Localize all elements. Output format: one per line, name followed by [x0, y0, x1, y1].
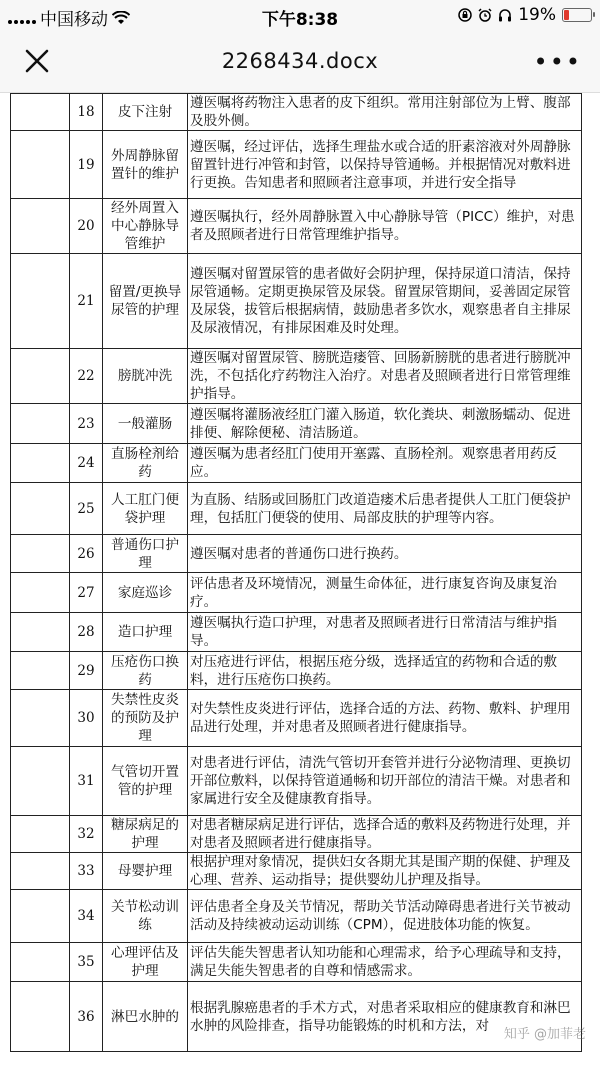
service-content: 遵医嘱为患者经肛门使用开塞露、直肠栓剂。观察患者用药反应。 — [188, 444, 582, 483]
table-row — [11, 816, 582, 853]
empty-cell — [11, 535, 70, 573]
battery-icon — [562, 8, 592, 22]
table-row — [11, 747, 582, 816]
row-number: 29 — [70, 652, 103, 690]
table-row — [11, 982, 582, 1052]
service-name: 直肠栓剂给药 — [103, 444, 188, 483]
empty-cell — [11, 890, 70, 943]
service-name: 压疮伤口换药 — [103, 652, 188, 690]
table-row — [11, 483, 582, 535]
service-name: 家庭巡诊 — [103, 573, 188, 613]
empty-cell — [11, 404, 70, 444]
service-content: 评估失能失智患者认知功能和心理需求，给予心理疏导和支持，满足失能失智患者的自尊和情感需求。 — [188, 943, 582, 982]
service-name: 人工肛门便袋护理 — [103, 483, 188, 535]
table-row — [11, 943, 582, 982]
table-row — [11, 349, 582, 404]
row-number: 28 — [70, 613, 103, 652]
service-name: 膀胱冲洗 — [103, 349, 188, 404]
service-name: 母婴护理 — [103, 853, 188, 890]
table-row — [11, 404, 582, 444]
table-row — [11, 690, 582, 747]
service-content: 遵医嘱对留置尿管、膀胱造瘘管、回肠新膀胱的患者进行膀胱冲洗，不包括化疗药物注入治疗。对患者及照顾者进行日常管理维护指导。 — [188, 349, 582, 404]
empty-cell — [11, 444, 70, 483]
service-name: 普通伤口护理 — [103, 535, 188, 573]
document-title: 2268434.docx — [221, 49, 379, 73]
status-right — [458, 5, 592, 25]
table-row — [11, 573, 582, 613]
service-content: 遵医嘱对患者的普通伤口进行换药。 — [188, 535, 582, 573]
service-content: 为直肠、结肠或回肠肛门改道造瘘术后患者提供人工肛门便袋护理，包括肛门便袋的使用、局部皮肤的护理等内容。 — [188, 483, 582, 535]
empty-cell — [11, 652, 70, 690]
carrier-label: 中国移动 — [40, 10, 108, 30]
row-number: 33 — [70, 853, 103, 890]
service-name: 一般灌肠 — [103, 404, 188, 444]
table-row — [11, 853, 582, 890]
service-name: 心理评估及护理 — [103, 943, 188, 982]
service-name: 淋巴水肿的 — [103, 982, 188, 1052]
empty-cell — [11, 613, 70, 652]
service-name: 失禁性皮炎的预防及护理 — [103, 690, 188, 747]
row-number: 22 — [70, 349, 103, 404]
empty-cell — [11, 94, 70, 131]
row-number: 30 — [70, 690, 103, 747]
table-row — [11, 131, 582, 199]
empty-cell — [11, 254, 70, 349]
row-number: 24 — [70, 444, 103, 483]
status-bar — [0, 0, 600, 30]
rotation-lock-icon — [458, 8, 472, 22]
empty-cell — [11, 483, 70, 535]
row-number: 34 — [70, 890, 103, 943]
row-number: 27 — [70, 573, 103, 613]
service-name: 糖尿病足的护理 — [103, 816, 188, 853]
empty-cell — [11, 982, 70, 1052]
table-row — [11, 652, 582, 690]
alarm-icon — [478, 8, 492, 22]
service-content: 根据护理对象情况，提供妇女各期尤其是围产期的保健、护理及心理、营养、运动指导；提供婴幼儿护理及指导。 — [188, 853, 582, 890]
empty-cell — [11, 199, 70, 254]
empty-cell — [11, 747, 70, 816]
row-number: 31 — [70, 747, 103, 816]
service-name: 外周静脉留置针的维护 — [103, 131, 188, 199]
empty-cell — [11, 816, 70, 853]
empty-cell — [11, 573, 70, 613]
service-content: 对患者进行评估，清洗气管切开套管并进行分泌物清理、更换切开部位敷料，以保持管道通畅和切开部位的清洁干燥。对患者和家属进行安全及健康教育指导。 — [188, 747, 582, 816]
empty-cell — [11, 853, 70, 890]
service-content: 遵医嘱将药物注入患者的皮下组织。常用注射部位为上臂、腹部及股外侧。 — [188, 94, 582, 131]
service-content: 对压疮进行评估，根据压疮分级，选择适宜的药物和合适的敷料，进行压疮伤口换药。 — [188, 652, 582, 690]
service-content: 评估患者全身及关节情况，帮助关节活动障碍患者进行关节被动活动及持续被动运动训练（CPM），促进肢体功能的恢复。 — [188, 890, 582, 943]
more-icon[interactable]: ••• — [533, 48, 582, 76]
document-viewer[interactable] — [0, 93, 600, 1066]
battery-level — [564, 10, 569, 20]
service-content: 评估患者及环境情况，测量生命体征，进行康复咨询及康复治疗。 — [188, 573, 582, 613]
table-row — [11, 613, 582, 652]
service-content: 遵医嘱对留置尿管的患者做好会阴护理，保持尿道口清洁，保持尿管通畅。定期更换尿管及尿袋。留置尿管期间，妥善固定尿管及尿袋，拔管后根据病情，鼓励患者多饮水，观察患者自主排尿及尿液情况，有排尿困难及时处理。 — [188, 254, 582, 349]
empty-cell — [11, 943, 70, 982]
row-number: 25 — [70, 483, 103, 535]
service-content: 对患者糖尿病足进行评估，选择合适的敷料及药物进行处理，并对患者及照顾者进行健康指导。 — [188, 816, 582, 853]
empty-cell — [11, 131, 70, 199]
service-content: 遵医嘱将灌肠液经肛门灌入肠道，软化粪块、刺激肠蠕动、促进排便、解除便秘、清洁肠道。 — [188, 404, 582, 444]
service-content: 根据乳腺癌患者的手术方式，对患者采取相应的健康教育和淋巴水肿的风险排查，指导功能锻炼的时机和方法，对 — [188, 982, 582, 1052]
status-time: 下午8:38 — [261, 10, 339, 30]
table-row — [11, 254, 582, 349]
empty-cell — [11, 690, 70, 747]
watermark: 知乎 @加菲老 — [503, 1027, 586, 1042]
row-number: 19 — [70, 131, 103, 199]
table-row — [11, 535, 582, 573]
service-content: 遵医嘱，经过评估，选择生理盐水或合适的肝素溶液对外周静脉留置针进行冲管和封管，以保持导管通畅。并根据情况对敷料进行更换。告知患者和照顾者注意事项，并进行安全指导 — [188, 131, 582, 199]
service-name: 气管切开置管的护理 — [103, 747, 188, 816]
service-name: 造口护理 — [103, 613, 188, 652]
service-name: 关节松动训练 — [103, 890, 188, 943]
empty-cell — [11, 349, 70, 404]
table-row — [11, 94, 582, 131]
table-row — [11, 890, 582, 943]
battery-percent: 19% — [518, 5, 556, 25]
row-number: 20 — [70, 199, 103, 254]
nav-bar — [0, 30, 600, 93]
row-number: 35 — [70, 943, 103, 982]
close-icon[interactable] — [22, 46, 52, 76]
service-name: 留置/更换导尿管的护理 — [103, 254, 188, 349]
services-table — [10, 93, 582, 1052]
service-name: 经外周置入中心静脉导管维护 — [103, 199, 188, 254]
row-number: 32 — [70, 816, 103, 853]
row-number: 26 — [70, 535, 103, 573]
row-number: 21 — [70, 254, 103, 349]
service-content: 对失禁性皮炎进行评估，选择合适的方法、药物、敷料、护理用品进行处理，并对患者及照顾者进行健康指导。 — [188, 690, 582, 747]
table-row — [11, 444, 582, 483]
service-name: 皮下注射 — [103, 94, 188, 131]
table-row — [11, 199, 582, 254]
row-number: 18 — [70, 94, 103, 131]
row-number: 23 — [70, 404, 103, 444]
headphones-icon — [498, 8, 512, 22]
row-number: 36 — [70, 982, 103, 1052]
service-content: 遵医嘱执行造口护理，对患者及照顾者进行日常清洁与维护指导。 — [188, 613, 582, 652]
service-content: 遵医嘱执行，经外周静脉置入中心静脉导管（PICC）维护，对患者及照顾者进行日常管理维护指导。 — [188, 199, 582, 254]
